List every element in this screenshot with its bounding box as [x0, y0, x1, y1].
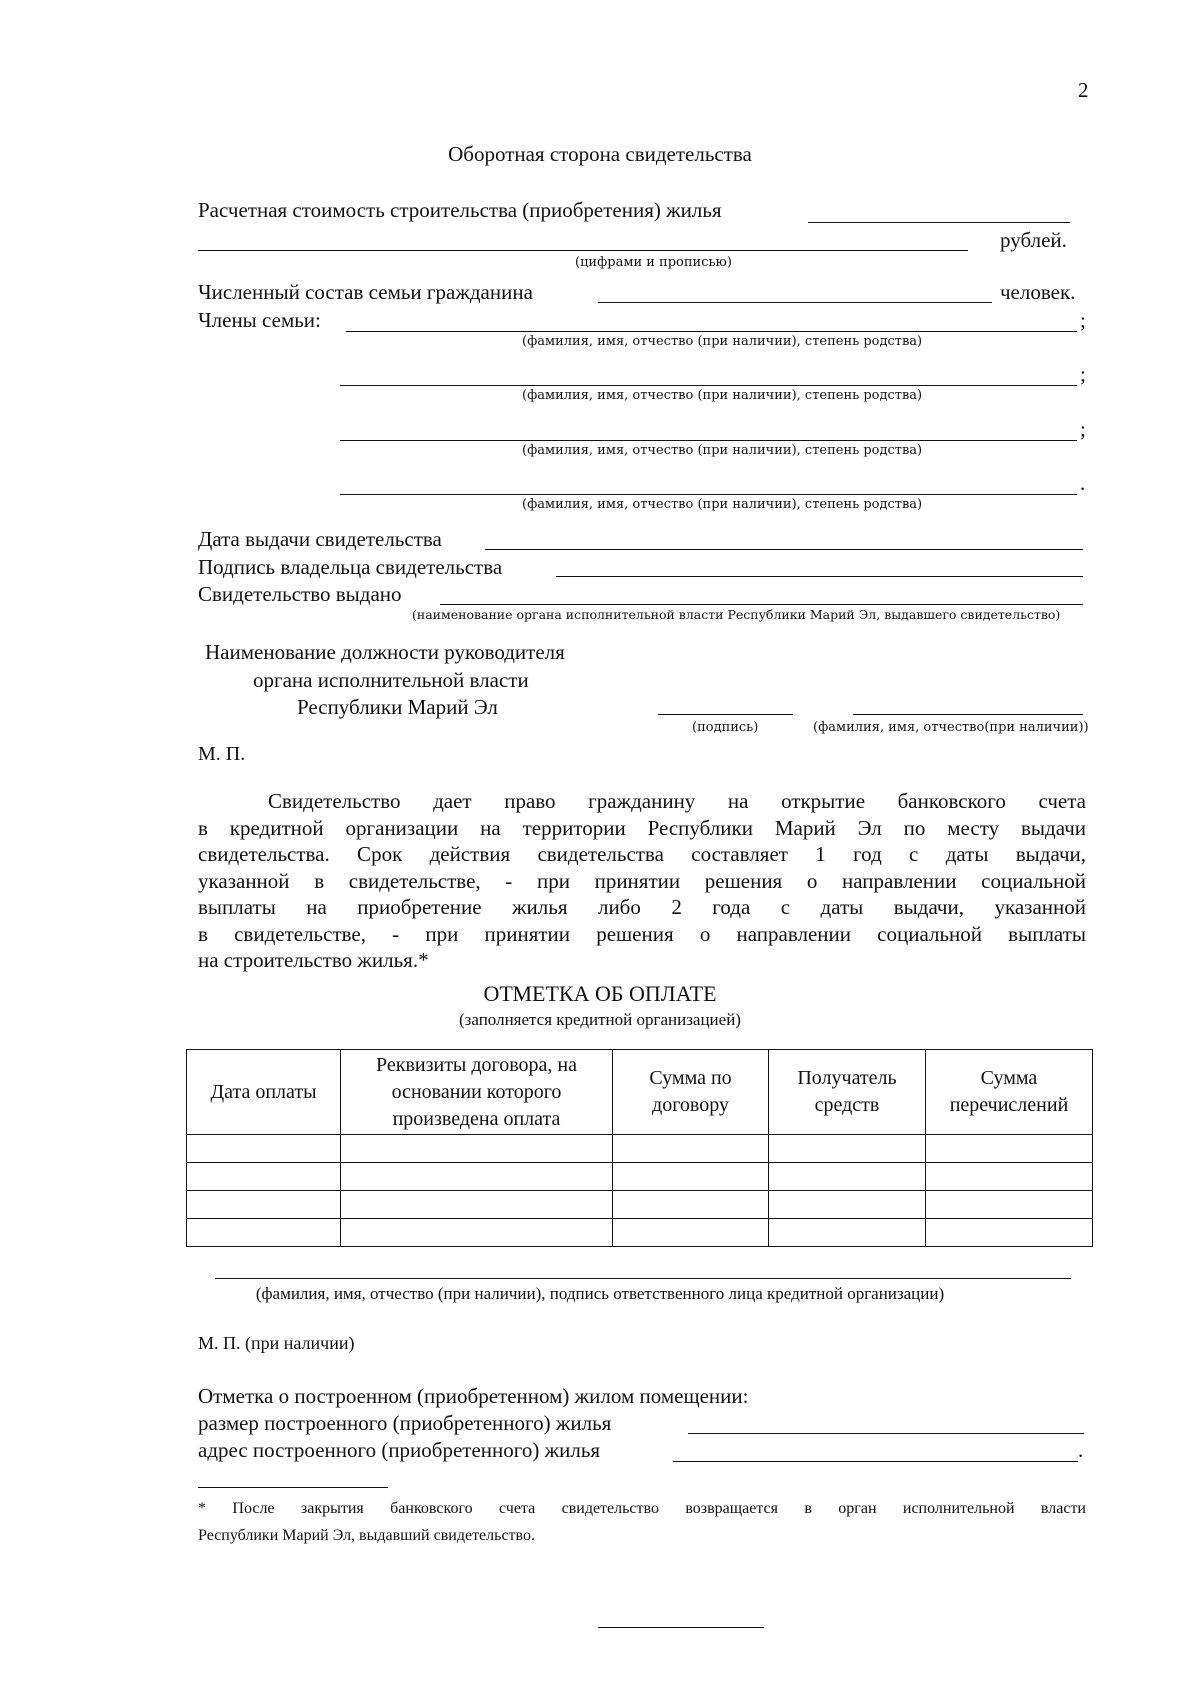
head-position-line-2: органа исполнительной власти [253, 668, 529, 692]
payment-table-header [187, 1050, 1093, 1135]
table-cell[interactable] [613, 1219, 769, 1247]
table-cell[interactable] [926, 1163, 1093, 1191]
family-members-label: Члены семьи: [198, 308, 321, 332]
head-position-line-3: Республики Марий Эл [297, 695, 498, 719]
col-contract-sum: Сумма по договору [613, 1050, 769, 1135]
issued-by-label: Свидетельство выдано [198, 582, 402, 606]
footnote-line-1: * После закрытия банковского счета свидетельство возвращается в орган исполнительной власти [198, 1500, 1086, 1517]
page-number: 2 [1078, 78, 1089, 102]
table-cell[interactable] [341, 1219, 613, 1247]
family-member-end-1: ; [1080, 308, 1086, 332]
footnote-separator [198, 1487, 388, 1488]
family-member-line-4[interactable] [340, 494, 1077, 495]
family-member-end-3: ; [1080, 417, 1086, 441]
cost-input-line-1[interactable] [808, 222, 1070, 223]
col-transfer-sum: Сумма перечислений [926, 1050, 1093, 1135]
table-cell[interactable] [613, 1135, 769, 1163]
table-cell[interactable] [926, 1135, 1093, 1163]
family-size-label: Численный состав семьи гражданина [198, 280, 533, 304]
end-separator [598, 1627, 764, 1628]
rights-line-2: в кредитной организации на территории Республики Марий Эл по месту выдачи [198, 815, 1086, 840]
table-cell[interactable] [769, 1163, 926, 1191]
col-payment-date: Дата оплаты [187, 1050, 341, 1135]
family-member-line-1[interactable] [346, 331, 1077, 332]
family-member-caption-4: (фамилия, имя, отчество (при наличии), степень родства) [522, 497, 923, 512]
payment-table [186, 1049, 1093, 1247]
table-cell[interactable] [341, 1191, 613, 1219]
housing-address-input-line[interactable] [673, 1461, 1078, 1462]
table-row [187, 1163, 1093, 1191]
rights-paragraph [198, 788, 1086, 974]
issue-date-label: Дата выдачи свидетельства [198, 527, 442, 551]
table-cell[interactable] [769, 1135, 926, 1163]
table-cell[interactable] [341, 1135, 613, 1163]
payment-heading: ОТМЕТКА ОБ ОПЛАТЕ [483, 981, 717, 1006]
head-signature-line[interactable] [658, 714, 793, 715]
head-signature-caption: (подпись) [692, 720, 759, 735]
cost-caption: (цифрами и прописью) [575, 255, 732, 270]
table-cell[interactable] [926, 1191, 1093, 1219]
rights-line-6: в свидетельстве, - при принятии решения о направлении социальной выплаты [198, 921, 1086, 946]
family-member-end-4: . [1080, 471, 1086, 495]
col-recipient: Получатель средств [769, 1050, 926, 1135]
payment-subheading: (заполняется кредитной организацией) [459, 1010, 741, 1029]
rights-line-7: на строительство жилья.* [198, 948, 429, 972]
owner-signature-input-line[interactable] [556, 576, 1083, 577]
table-cell[interactable] [769, 1219, 926, 1247]
col-contract-details: Реквизиты договора, на основании которого произведена оплата [341, 1050, 613, 1135]
head-name-caption: (фамилия, имя, отчество(при наличии)) [813, 720, 1089, 735]
family-member-end-2: ; [1080, 362, 1086, 386]
table-cell[interactable] [341, 1163, 613, 1191]
table-cell[interactable] [187, 1135, 341, 1163]
family-size-input-line[interactable] [598, 302, 992, 303]
table-cell[interactable] [926, 1219, 1093, 1247]
housing-size-input-line[interactable] [688, 1433, 1084, 1434]
rights-line-4: указанной в свидетельстве, - при принятии решения о направлении социальной [198, 868, 1086, 893]
family-member-line-3[interactable] [340, 440, 1077, 441]
rights-line-1: Свидетельство дает право гражданину на открытие банковского счета [268, 789, 1086, 813]
responsible-person-line[interactable] [215, 1278, 1071, 1279]
table-cell[interactable] [187, 1219, 341, 1247]
cost-label: Расчетная стоимость строительства (приобретения) жилья [198, 198, 722, 222]
owner-signature-label: Подпись владельца свидетельства [198, 555, 503, 579]
family-member-caption-1: (фамилия, имя, отчество (при наличии), степень родства) [522, 334, 923, 349]
family-member-caption-2: (фамилия, имя, отчество (при наличии), степень родства) [522, 388, 923, 403]
table-row [187, 1191, 1093, 1219]
family-member-caption-3: (фамилия, имя, отчество (при наличии), степень родства) [522, 443, 923, 458]
rights-line-5: выплаты на приобретение жилья либо 2 года с даты выдачи, указанной [198, 895, 1086, 919]
footnote-line-2: Республики Марий Эл, выдавший свидетельство. [198, 1527, 535, 1544]
table-cell[interactable] [613, 1163, 769, 1191]
head-name-line[interactable] [853, 714, 1083, 715]
housing-size-label: размер построенного (приобретенного) жилья [198, 1411, 612, 1435]
family-member-line-2[interactable] [340, 385, 1077, 386]
family-size-unit: человек. [1000, 280, 1076, 304]
head-position-line-1: Наименование должности руководителя [205, 640, 565, 664]
issue-date-input-line[interactable] [485, 549, 1083, 550]
table-row [187, 1135, 1093, 1163]
table-cell[interactable] [187, 1191, 341, 1219]
issued-by-caption: (наименование органа исполнительной власти Республики Марий Эл, выдавшего свидетельство) [412, 607, 1061, 622]
cost-unit: рублей. [1000, 228, 1067, 252]
cost-input-line-2[interactable] [198, 250, 968, 251]
footnote [198, 1495, 1086, 1549]
housing-address-label: адрес построенного (приобретенного) жилья [198, 1438, 601, 1462]
issued-by-input-line[interactable] [440, 604, 1083, 605]
table-cell[interactable] [769, 1191, 926, 1219]
stamp-placeholder-1: М. П. [198, 743, 246, 765]
table-row [187, 1219, 1093, 1247]
housing-heading: Отметка о построенном (приобретенном) жилом помещении: [198, 1384, 749, 1408]
rights-line-3: свидетельства. Срок действия свидетельства составляет 1 год с даты выдачи, [198, 842, 1086, 866]
stamp-placeholder-2: М. П. (при наличии) [198, 1333, 355, 1353]
table-cell[interactable] [187, 1163, 341, 1191]
table-cell[interactable] [613, 1191, 769, 1219]
housing-address-end: . [1078, 1438, 1084, 1462]
responsible-person-caption: (фамилия, имя, отчество (при наличии), подпись ответственного лица кредитной организации) [255, 1284, 945, 1303]
page-title: Оборотная сторона свидетельства [448, 142, 752, 166]
